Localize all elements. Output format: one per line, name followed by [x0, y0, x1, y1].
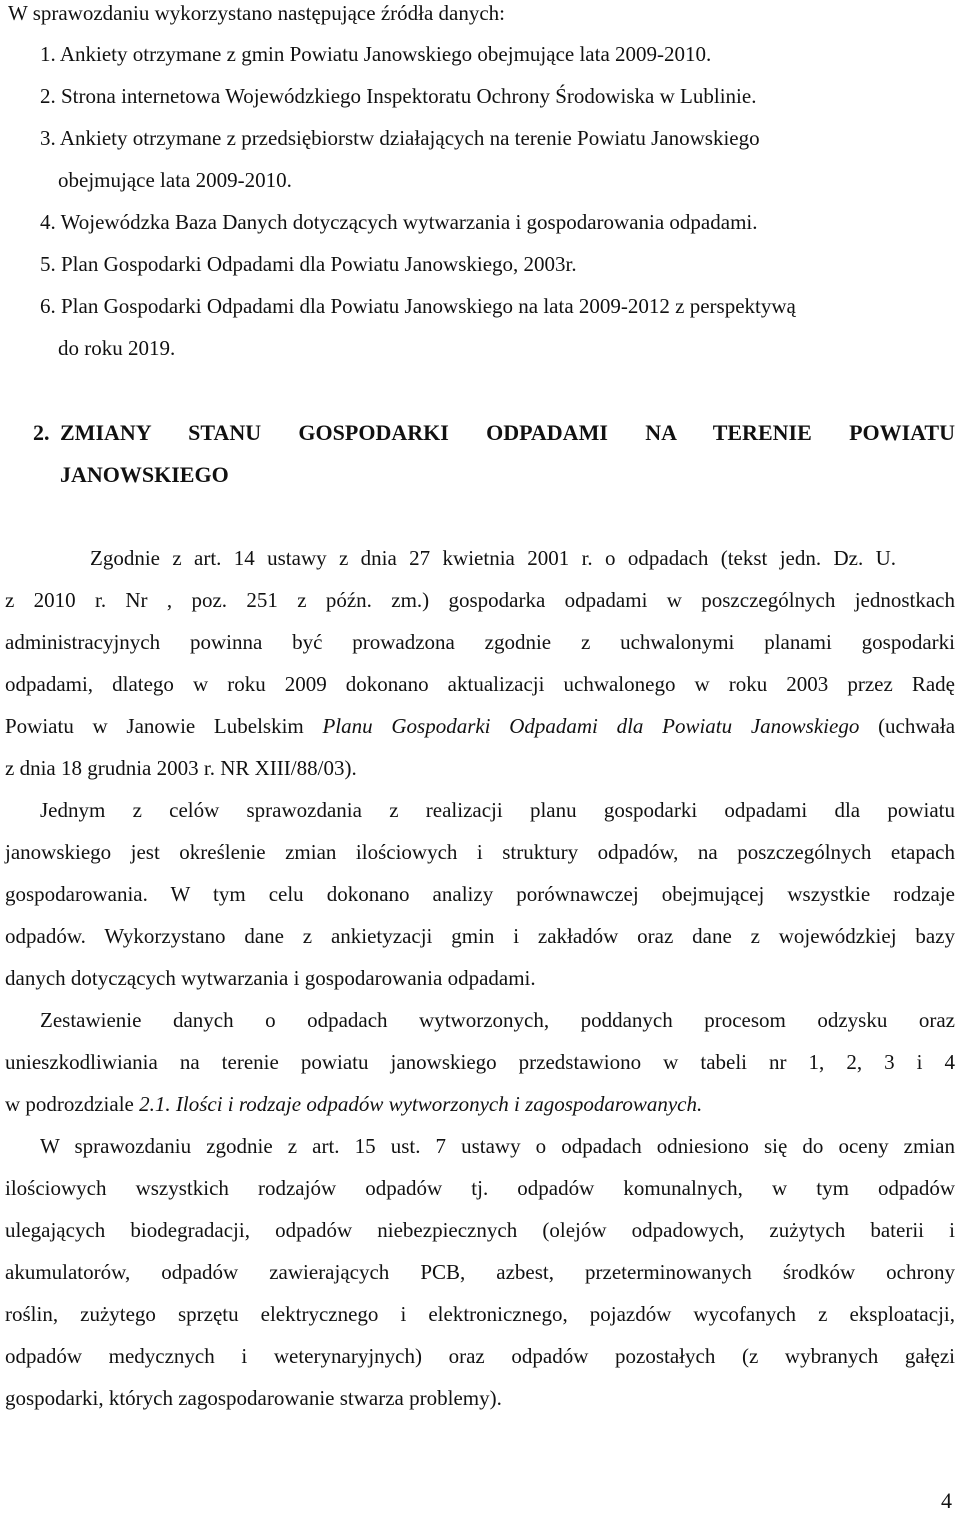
paragraph-2-line-3: gospodarowania. W tym celu dokonano analizy porównawczej obejmującej wszystkie rodzaje — [5, 882, 955, 906]
source-item-5: 5. Plan Gospodarki Odpadami dla Powiatu Janowskiego, 2003r. — [40, 252, 577, 276]
paragraph-2-line-5: danych dotyczących wytwarzania i gospodarowania odpadami. — [5, 966, 536, 990]
source-item-4: 4. Wojewódzka Baza Danych dotyczących wytwarzania i gospodarowania odpadami. — [40, 210, 758, 234]
page-number: 4 — [941, 1488, 952, 1513]
paragraph-1-line-5-start: Powiatu w Janowie Lubelskim — [5, 714, 304, 738]
paragraph-4-line-2: ilościowych wszystkich rodzajów odpadów tj. odpadów komunalnych, w tym odpadów — [5, 1176, 955, 1200]
paragraph-4-line-5: roślin, zużytego sprzętu elektrycznego i elektronicznego, pojazdów wycofanych z eksploatacji, — [5, 1302, 955, 1326]
paragraph-2-line-2: janowskiego jest określenie zmian ilościowych i struktury odpadów, na poszczególnych etapach — [5, 840, 955, 864]
source-item-3: 3. Ankiety otrzymane z przedsiębiorstw działających na terenie Powiatu Janowskiego — [40, 126, 760, 150]
paragraph-3-line-2: unieszkodliwiania na terenie powiatu janowskiego przedstawiono w tabeli nr 1, 2, 3 i 4 — [5, 1050, 955, 1074]
section-title-continued: JANOWSKIEGO — [60, 462, 229, 487]
paragraph-4-line-3: ulegających biodegradacji, odpadów niebezpiecznych (olejów odpadowych, zużytych baterii i — [5, 1218, 955, 1242]
paragraph-3-line-1: Zestawienie danych o odpadach wytworzonych, poddanych procesom odzysku oraz — [40, 1008, 955, 1032]
subsection-reference-italic: 2.1. Ilości i rodzaje odpadów wytworzonych i zagospodarowanych. — [139, 1092, 703, 1116]
paragraph-4-line-7: gospodarki, których zagospodarowanie stwarza problemy). — [5, 1386, 502, 1410]
source-item-6: 6. Plan Gospodarki Odpadami dla Powiatu Janowskiego na lata 2009-2012 z perspektywą — [40, 294, 796, 318]
paragraph-1-line-6: z dnia 18 grudnia 2003 r. NR XIII/88/03). — [5, 756, 357, 780]
plan-title-italic: Planu Gospodarki Odpadami dla Powiatu Janowskiego — [322, 714, 860, 738]
source-item-2: 2. Strona internetowa Wojewódzkiego Inspektoratu Ochrony Środowiska w Lublinie. — [40, 84, 757, 108]
paragraph-1-line-2: z 2010 r. Nr , poz. 251 z późn. zm.) gospodarka odpadami w poszczególnych jednostkach — [5, 588, 955, 612]
source-item-6-continued: do roku 2019. — [58, 336, 176, 360]
paragraph-1-line-3: administracyjnych powinna być prowadzona zgodnie z uchwalonymi planami gospodarki — [5, 630, 955, 654]
paragraph-2-line-1: Jednym z celów sprawozdania z realizacji planu gospodarki odpadami dla powiatu — [40, 798, 955, 822]
source-item-1: 1. Ankiety otrzymane z gmin Powiatu Janowskiego obejmujące lata 2009-2010. — [40, 42, 712, 66]
paragraph-1-line-4: odpadami, dlatego w roku 2009 dokonano aktualizacji uchwalonego w roku 2003 przez Radę — [5, 672, 955, 696]
paragraph-4-line-4: akumulatorów, odpadów zawierających PCB, azbest, przeterminowanych środków ochrony — [5, 1260, 955, 1284]
paragraph-1-line-1: Zgodnie z art. 14 ustawy z dnia 27 kwietnia 2001 r. o odpadach (tekst jedn. Dz. U. — [90, 546, 896, 570]
paragraph-3-line-3-start: w podrozdziale — [5, 1092, 134, 1116]
section-number: 2. — [33, 420, 50, 445]
sources-intro: W sprawozdaniu wykorzystano następujące źródła danych: — [8, 1, 506, 25]
paragraph-2-line-4: odpadów. Wykorzystano dane z ankietyzacji gmin i zakładów oraz dane z wojewódzkiej bazy — [5, 924, 955, 948]
paragraph-1-line-5 — [5, 716, 955, 737]
source-item-3-continued: obejmujące lata 2009-2010. — [58, 168, 292, 192]
paragraph-4-line-6: odpadów medycznych i weterynaryjnych) oraz odpadów pozostałych (z wybranych gałęzi — [5, 1344, 955, 1368]
paragraph-1-line-5-end: (uchwała — [878, 714, 956, 738]
section-title: ZMIANY STANU GOSPODARKI ODPADAMI NA TERENIE POWIATU — [60, 420, 955, 445]
paragraph-4-line-1: W sprawozdaniu zgodnie z art. 15 ust. 7 ustawy o odpadach odniesiono się do oceny zmian — [40, 1134, 955, 1158]
paragraph-3-line-3 — [5, 1094, 702, 1115]
